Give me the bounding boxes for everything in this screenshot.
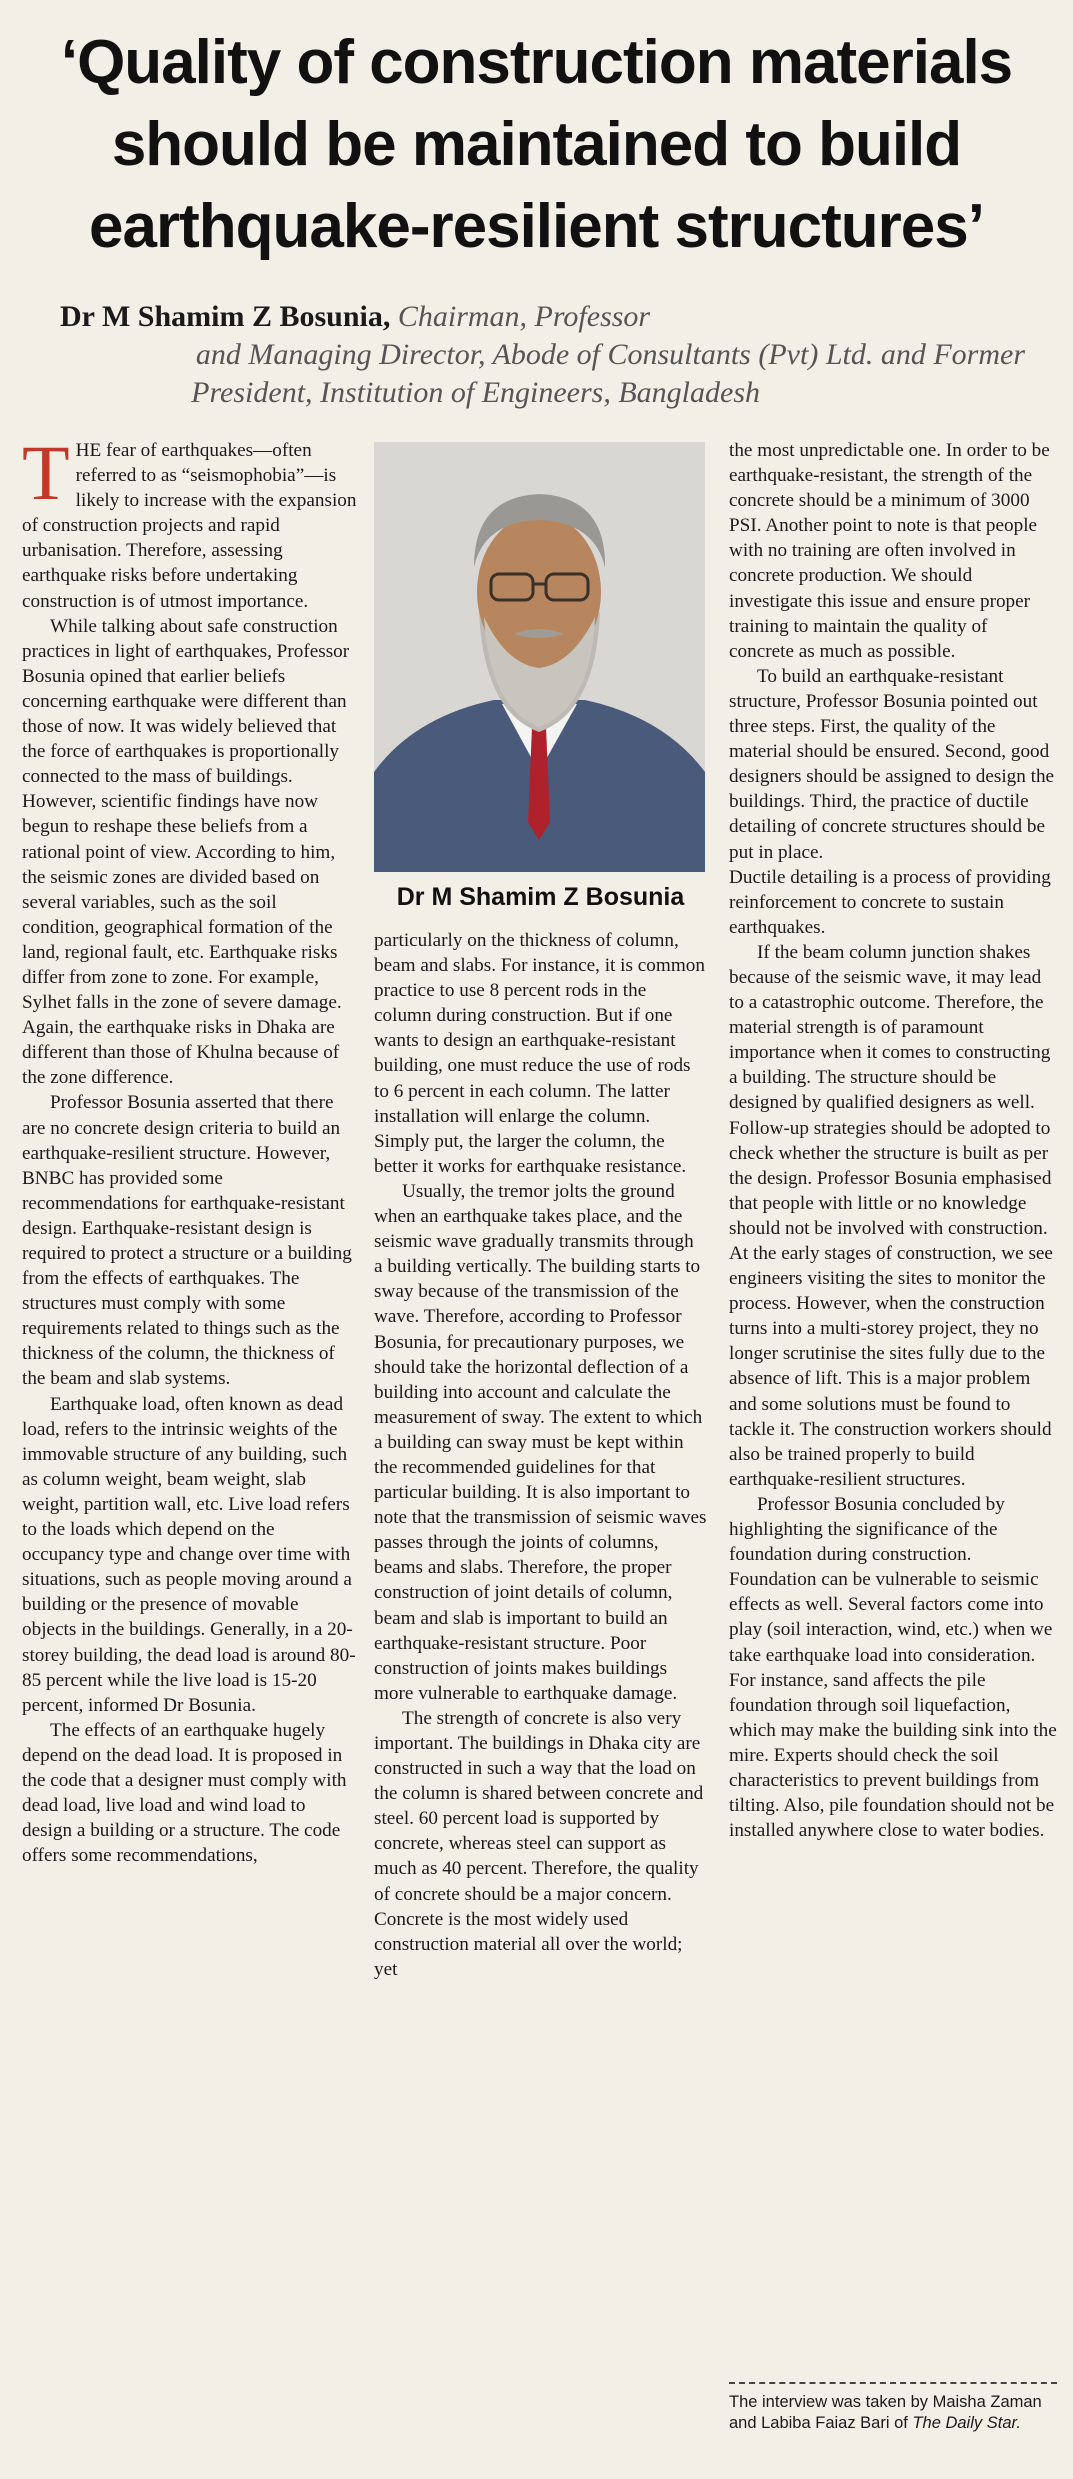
- byline: [40, 298, 1040, 412]
- byline-line-2: and Managing Director, Abode of Consultants (Pvt) Ltd. and Former: [195, 338, 1025, 371]
- publication-name: The Daily Star.: [912, 2414, 1021, 2432]
- paragraph: While talking about safe construction practices in light of earthquakes, Professor Bosunia opined that earlier beliefs concerning earthquake were different than those of now. It was widely believed that the force of earthquakes is proportionally connected to the mass of buildings. However, scientific findings have now begun to reshape these beliefs from a rational point of view. According to him, the seismic zones are divided based on several variables, such as the soil condition, geographical formation of the land, regional fault, etc. Earthquake risks differ from zone to zone. For example, Sylhet falls in the zone of severe damage. Again, the earthquake risks in Dhaka are different than those of Khulna because of the zone difference.: [22, 615, 350, 1089]
- credit-text: The interview was taken by Maisha Zaman and Labiba Faiaz Bari of: [729, 2393, 1042, 2432]
- article-column-3: [729, 438, 1057, 1843]
- photo-caption: Dr M Shamim Z Bosunia: [396, 883, 685, 911]
- paragraph: The effects of an earthquake hugely depend on the dead load. It is proposed in the code that a designer must comply with dead load, live load and wind load to design a building or a structure. The code offers some recommendations,: [22, 1719, 347, 1867]
- paragraph: Usually, the tremor jolts the ground when an earthquake takes place, and the seismic wave gradually transmits through a building vertically. The building starts to sway because of the transmission of the wave. Therefore, according to Professor Bosunia, for precautionary purposes, we should take the horizontal deflection of a building into account and calculate the measurement of sway. The extent to which a building can sway must be kept within the recommended guidelines for that particular building. It is also important to note that the transmission of seismic waves passes through the joints of columns, beams and slabs. Therefore, the proper construction of joint details of column, beam and slab is important to build an earthquake-resistant structure. Poor construction of joints makes buildings more vulnerable to earthquake damage.: [374, 1180, 707, 1704]
- paragraph: If the beam column junction shakes because of the seismic wave, it may lead to a catastrophic outcome. Therefore, the material strength is of paramount importance when it comes to constructing a building. The structure should be designed by qualified designers as well. Follow-up strategies should be adopted to check whether the structure is built as per the design. Professor Bosunia emphasised that people with little or no knowledge should not be involved with construction. At the early stages of construction, we see engineers visiting the sites to monitor the process. However, when the construction turns into a multi-storey project, they no longer scrutinise the sites fully due to the absence of lift. This is a major problem and some solutions must be found to tackle it. The construction workers should also be trained properly to build earthquake-resilient structures.: [729, 941, 1053, 1490]
- paragraph: the most unpredictable one. In order to be earthquake-resistant, the strength of the concrete should be a minimum of 3000 PSI. Another point to note is that people with no training are often involved in concrete production. We should investigate this issue and ensure proper training to maintain the quality of concrete as much as possible.: [729, 440, 1050, 662]
- paragraph: Ductile detailing is a process of providing reinforcement to concrete to sustain earthquakes.: [729, 866, 1051, 938]
- portrait-photo: [374, 442, 705, 872]
- headline-line-3: earthquake-resilient structures’: [89, 192, 984, 261]
- paragraph: Professor Bosunia concluded by highlighting the significance of the foundation during construction. Foundation can be vulnerable to seismic effects as well. Several factors come into play (soil interaction, wind, etc.) when we take earthquake load into consideration. For instance, sand affects the pile foundation through soil liquefaction, which may make the building sink into the mire. Experts should check the soil characteristics to prevent buildings from tilting. Also, pile foundation should not be installed anywhere close to water bodies.: [729, 1493, 1057, 1842]
- paragraph: particularly on the thickness of column, beam and slabs. For instance, it is common practice to use 8 percent rods in the column during construction. But if one wants to design an earthquake-resistant building, one must reduce the use of rods to 6 percent in each column. The latter installation will enlarge the column. Simply put, the larger the column, the better it works for earthquake resistance.: [374, 930, 705, 1177]
- paragraph: Earthquake load, often known as dead load, refers to the intrinsic weights of the immovable structure of any building, such as column weight, beam weight, slab weight, partition wall, etc. Live load refers to the loads which depend on the occupancy type and change over time with situations, such as people moving around a building or the presence of movable objects in the buildings. Generally, in a 20-storey building, the dead load is around 80-85 percent while the live load is 15-20 percent, informed Dr Bosunia.: [22, 1393, 356, 1716]
- portrait-illustration: [374, 442, 705, 872]
- paragraph: Professor Bosunia asserted that there are no concrete design criteria to build an earthquake-resilient structure. However, BNBC has provided some recommendations for earthquake-resistant design. Earthquake-resistant design is required to protect a structure or a building from the effects of earthquakes. The structures must comply with some requirements related to things such as the thickness of the column, the thickness of the beam and slab systems.: [22, 1092, 352, 1390]
- interview-credit: [729, 2382, 1057, 2434]
- headline-line-2: should be maintained to build: [111, 110, 962, 179]
- byline-line-3: President, Institution of Engineers, Bangladesh: [191, 376, 760, 409]
- headline: [30, 22, 1043, 268]
- headline-line-1: ‘Quality of construction materials: [60, 28, 1013, 97]
- drop-cap: T: [22, 429, 70, 516]
- byline-title: Chairman, Professor: [390, 300, 651, 333]
- byline-line-1: [40, 298, 1040, 336]
- article-column-1: [22, 429, 357, 1868]
- paragraph: To build an earthquake-resistant structure, Professor Bosunia pointed out three steps. First, the quality of the material should be ensured. Second, good designers should be assigned to design the buildings. Third, the practice of ductile detailing of concrete structures should be put in place.: [729, 665, 1055, 863]
- paragraph: The strength of concrete is also very important. The buildings in Dhaka city are constructed in such a way that the load on the column is shared between concrete and steel. 60 percent load is supported by concrete, whereas steel can support as much as 40 percent. Therefore, the quality of concrete should be a major concern. Concrete is the most widely used construction material all over the world; yet: [374, 1707, 704, 1980]
- paragraph: [22, 429, 357, 614]
- article-column-2: [374, 928, 707, 1982]
- byline-name: Dr M Shamim Z Bosunia,: [60, 300, 391, 333]
- paragraph-text: HE fear of earthquakes—often referred to as “seismophobia”—is likely to increase with the expansion of construction projects and rapid urbanisation. Therefore, assessing earthquake risks before undertaking construction is of utmost importance.: [22, 440, 357, 612]
